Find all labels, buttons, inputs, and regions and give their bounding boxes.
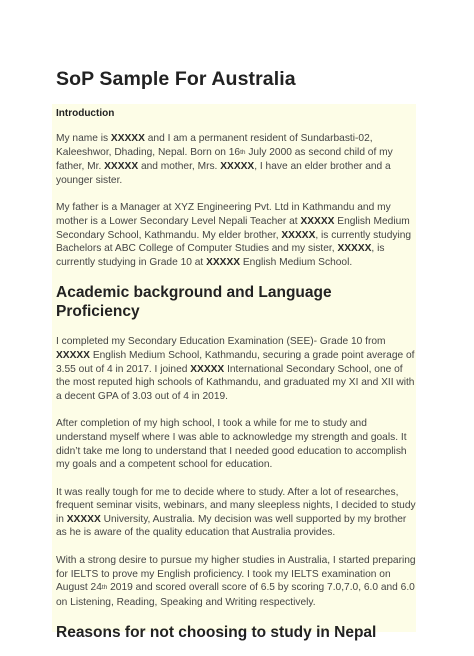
text-span: , is currently studying in Grade 10 at (56, 243, 385, 268)
text-span: English Medium School, Kathmandu, securing a grade point average of 3.55 out of 4 in 2017. I joined (56, 349, 415, 375)
text-span: and I am a permanent resident of Sundarbasti-02, Kaleeshwor, Dhading, Nepal. Born on 16 (56, 133, 373, 158)
redacted-brother-name: XXXXX (281, 229, 316, 241)
ordinal-suffix: th (101, 584, 108, 592)
text-span: 2019 and scored overall score of 6.5 by scoring 7.0,7.0, 6.0 and 6.0 on Listening, Reading, Speaking and Writing respectively. (56, 582, 415, 608)
text-span: It was really tough for me to decide where to study. After a lot of researches, frequent seminar visits, webinars, and many sleepless nights, I decided to study in (56, 486, 416, 525)
paragraph-introduction-2 (56, 201, 416, 269)
ordinal-suffix: th (240, 148, 246, 156)
text-span: University, Australia. My decision was well supported by my brother as he is aware of the quality education that Australia provides. (56, 513, 407, 539)
redacted-school-name: XXXXX (300, 215, 335, 227)
text-span: My father is a Manager at XYZ Engineering Pvt. Ltd in Kathmandu and my mother is a Lower Secondary Level Nepali Teacher at (56, 202, 391, 227)
paragraph-academic-1 (56, 335, 416, 403)
redacted-school-name: XXXXX (206, 256, 241, 268)
redacted-sister-name: XXXXX (337, 243, 372, 255)
text-span: With a strong desire to pursue my higher studies in Australia, I started preparing for IELTS to prove my English proficiency. I took my IELTS examination on August 24 (56, 555, 416, 594)
paragraph-academic-4 (56, 554, 416, 609)
paragraph-academic-3 (56, 486, 416, 540)
heading-academic-background: Academic background and Language Proficiency (56, 284, 332, 321)
text-span: International Secondary School, one of the most reputed high schools of Kathmandu, and graduated my XI and XII with a decent GPA of 3.03 out of 4 in 2019. (56, 363, 415, 402)
text-span: English Medium Secondary School, Kathmandu. My elder brother, (56, 215, 410, 241)
redacted-mother-name: XXXXX (220, 161, 255, 173)
text-span: , is currently studying Bachelors at ABC College of Computer Studies and my sister, (56, 229, 412, 255)
redacted-university-name: XXXXX (66, 513, 101, 525)
text-span: My name is (56, 133, 111, 144)
heading-reasons-not-nepal: Reasons for not choosing to study in Nepal (56, 624, 377, 642)
section-label-introduction: Introduction (56, 108, 115, 119)
document-body (56, 132, 416, 656)
page-title: SoP Sample For Australia (56, 68, 296, 90)
text-span: I completed my Secondary Education Examination (SEE)- Grade 10 from (56, 336, 386, 348)
text-span: English Medium School. (240, 256, 353, 268)
redacted-name: XXXXX (110, 133, 145, 144)
redacted-school-name: XXXXX (56, 349, 90, 361)
text-span: , I have an elder brother and a younger sister. (56, 161, 391, 186)
redacted-school-name: XXXXX (190, 363, 225, 375)
text-span: and mother, Mrs. (138, 161, 221, 173)
paragraph-introduction-1 (56, 132, 416, 187)
redacted-father-name: XXXXX (104, 161, 139, 173)
text-span: July 2000 as second child of my father, Mr. (56, 146, 393, 173)
paragraph-academic-2: After completion of my high school, I took a while for me to study and understand myself where I was able to acknowledge my strength and goals. It didn’t take me long to understand that I needed good education to accomplish my goals and a competent school for education. (56, 418, 407, 471)
